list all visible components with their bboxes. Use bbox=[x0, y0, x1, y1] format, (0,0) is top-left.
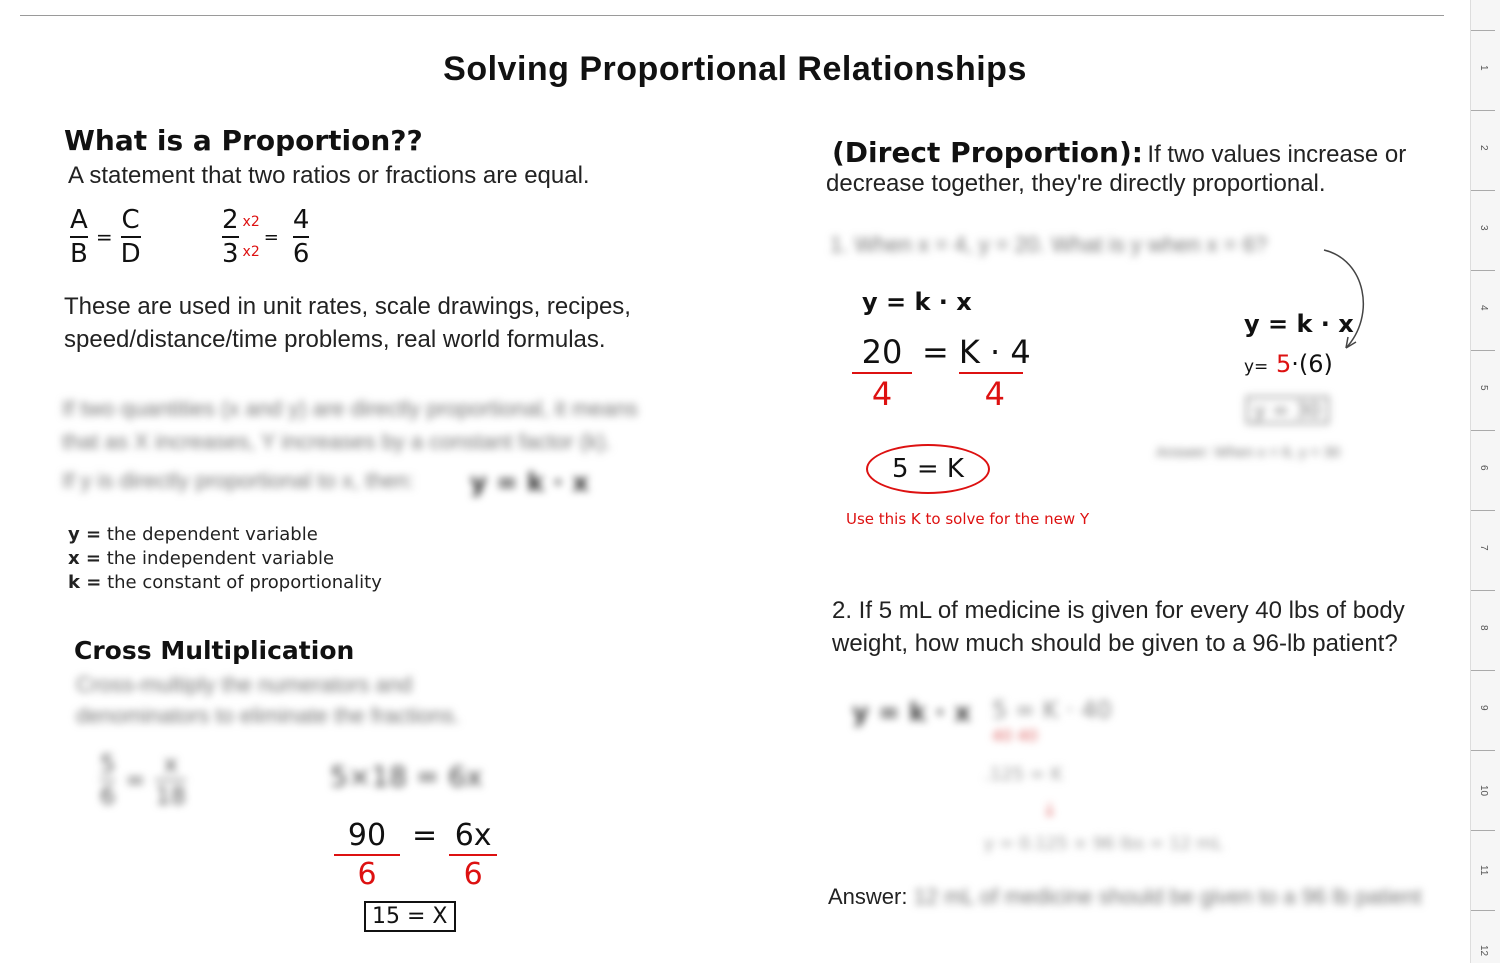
numerator: 6x bbox=[454, 818, 492, 853]
example-abcd bbox=[70, 205, 141, 269]
numerator: A bbox=[70, 205, 88, 235]
ruler-tick bbox=[1471, 830, 1495, 831]
ruler-tick bbox=[1471, 590, 1495, 591]
ruler-number: 1 bbox=[1478, 65, 1489, 71]
ruler-number: 7 bbox=[1478, 545, 1489, 551]
fraction-c-d bbox=[121, 205, 141, 269]
fraction-x-18 bbox=[155, 750, 186, 810]
numerator: 4 bbox=[292, 205, 310, 235]
equals-sign: = bbox=[412, 818, 438, 853]
definition-y bbox=[68, 524, 318, 545]
proportion-heading: What is a Proportion?? bbox=[64, 124, 423, 157]
direct-text-1: If two values increase or bbox=[1147, 141, 1407, 168]
q2-blurred-formula: y = k · x bbox=[852, 698, 971, 728]
ruler-tick bbox=[1471, 430, 1495, 431]
cross-step-divide bbox=[334, 818, 497, 892]
cross-blurred-1: Cross-multiply the numerators and bbox=[76, 672, 413, 697]
uses-line-2: speed/distance/time problems, real world formulas. bbox=[64, 326, 606, 353]
var-description: the independent variable bbox=[106, 548, 335, 569]
ruler-tick bbox=[1471, 190, 1495, 191]
ruler-tick bbox=[1471, 270, 1495, 271]
multiplier-bottom: x2 bbox=[242, 244, 260, 260]
blurred-boxed-answer: y = 30 bbox=[1246, 396, 1329, 424]
blurred-formula: y = k · x bbox=[470, 468, 589, 498]
q2-blurred-denominators: 40 40 bbox=[992, 726, 1038, 745]
equals-sign: = bbox=[95, 225, 113, 249]
numerator: C bbox=[121, 205, 140, 235]
denominator: 6 bbox=[100, 782, 116, 810]
numerator: x bbox=[163, 750, 178, 778]
ruler-number: 10 bbox=[1478, 785, 1489, 797]
question-2-line-1: 2. If 5 mL of medicine is given for every 40 lbs of body bbox=[832, 597, 1405, 624]
denominator: 4 bbox=[871, 375, 893, 413]
cross-answer-box: 15 = X bbox=[364, 901, 456, 932]
var-label: y = bbox=[68, 524, 102, 545]
blurred-answer-1: Answer: When x = 6, y = 30 bbox=[1156, 444, 1341, 461]
ruler-number: 11 bbox=[1478, 865, 1489, 876]
sub-rest: ·(6) bbox=[1291, 350, 1333, 378]
direct-proportion-intro bbox=[832, 136, 1432, 169]
curved-arrow-icon bbox=[1310, 236, 1380, 360]
uses-line-1: These are used in unit rates, scale drawings, recipes, bbox=[64, 293, 631, 320]
var-description: the constant of proportionality bbox=[107, 572, 382, 593]
fraction-90-6 bbox=[334, 818, 400, 892]
blurred-text-1: If two quantities (x and y) are directly proportional, it means bbox=[62, 396, 638, 421]
numerator: 2 bbox=[222, 205, 239, 235]
fraction-6x-6 bbox=[449, 818, 497, 892]
denominator: 6 bbox=[463, 857, 483, 892]
ruler-tick bbox=[1471, 110, 1495, 111]
ruler-number: 2 bbox=[1478, 145, 1489, 151]
denominator: 6 bbox=[292, 239, 310, 269]
proportion-definition: A statement that two ratios or fractions are equal. bbox=[68, 162, 590, 189]
direct-text-2: decrease together, they're directly proportional. bbox=[826, 170, 1326, 197]
page-ruler bbox=[1470, 0, 1500, 963]
ruler-tick bbox=[1471, 750, 1495, 751]
q2-blurred-substitution: y = 0.125 × 96 lbs = 12 mL bbox=[984, 834, 1223, 854]
ruler-tick bbox=[1471, 670, 1495, 671]
sub-prefix: y= bbox=[1244, 357, 1269, 377]
denominator: 4 bbox=[984, 375, 1005, 413]
direct-heading: (Direct Proportion): bbox=[832, 136, 1143, 169]
ruler-number: 5 bbox=[1478, 385, 1489, 391]
sub-k: 5 bbox=[1275, 350, 1292, 378]
multiplier-notes bbox=[243, 214, 260, 260]
numerator: 90 bbox=[347, 818, 387, 853]
denominator: 6 bbox=[357, 857, 377, 892]
ruler-tick bbox=[1471, 910, 1495, 911]
equals-sign: = bbox=[263, 226, 279, 248]
fraction-20-4 bbox=[852, 333, 912, 413]
cross-heading: Cross Multiplication bbox=[74, 636, 355, 665]
q2-blurred-equation: 5 = K · 40 bbox=[992, 696, 1112, 724]
ruler-number: 12 bbox=[1478, 945, 1489, 957]
cross-blurred-step: 5×18 = 6x bbox=[330, 760, 483, 793]
cross-blurred-2: denominators to eliminate the fractions. bbox=[76, 703, 460, 728]
var-label: k = bbox=[68, 572, 102, 593]
answer-blurred: 12 mL of medicine should be given to a 96 lb patient bbox=[913, 884, 1422, 909]
blurred-text-2: that as X increases, Y increases by a constant factor (k). bbox=[62, 429, 612, 454]
ruler-number: 4 bbox=[1478, 305, 1489, 311]
equation-solve-k bbox=[852, 333, 1031, 413]
var-label: x = bbox=[68, 548, 101, 569]
ruler-tick bbox=[1471, 30, 1495, 31]
q2-blurred-arrow: ↓ bbox=[1042, 800, 1058, 821]
equals-sign: = bbox=[922, 333, 949, 371]
answer-line bbox=[828, 884, 1422, 910]
numerator: 5 bbox=[100, 750, 116, 778]
page-title: Solving Proportional Relationships bbox=[443, 50, 1027, 88]
ruler-number: 6 bbox=[1478, 465, 1489, 471]
numerator: 20 bbox=[861, 333, 903, 371]
blurred-text-3: If y is directly proportional to x, then: bbox=[62, 468, 415, 493]
question-1-blurred: 1. When x = 4, y = 20. What is y when x = 6? bbox=[830, 232, 1268, 257]
ruler-number: 9 bbox=[1478, 705, 1489, 711]
multiplier-top: x2 bbox=[242, 214, 260, 230]
fraction-k4-4 bbox=[959, 333, 1031, 413]
definition-x bbox=[68, 548, 334, 569]
equals-sign: = bbox=[125, 766, 146, 794]
question-2-line-2: weight, how much should be given to a 96-lb patient? bbox=[832, 630, 1398, 657]
fraction-4-6 bbox=[293, 205, 310, 269]
denominator: B bbox=[70, 239, 88, 269]
numerator: K · 4 bbox=[958, 333, 1031, 371]
fraction-5-6 bbox=[100, 750, 115, 810]
k-result-oval bbox=[866, 444, 990, 494]
definition-k bbox=[68, 572, 382, 593]
var-description: the dependent variable bbox=[106, 524, 318, 545]
example-2-3 bbox=[222, 205, 309, 269]
formula-right: y = k · x bbox=[1244, 310, 1354, 338]
denominator: 3 bbox=[222, 239, 239, 269]
cross-blurred-fraction bbox=[100, 750, 186, 810]
fraction-2-3 bbox=[222, 205, 239, 269]
top-divider bbox=[20, 15, 1444, 16]
denominator: D bbox=[120, 239, 141, 269]
k-note: Use this K to solve for the new Y bbox=[846, 510, 1090, 528]
ruler-tick bbox=[1471, 350, 1495, 351]
formula-left: y = k · x bbox=[862, 288, 972, 316]
k-result: 5 = K bbox=[892, 454, 964, 484]
ruler-tick bbox=[1471, 510, 1495, 511]
denominator: 18 bbox=[155, 782, 186, 810]
fraction-a-b bbox=[70, 205, 88, 269]
ruler-number: 8 bbox=[1478, 625, 1489, 631]
q2-blurred-k: .125 = K bbox=[984, 764, 1063, 785]
answer-label: Answer: bbox=[828, 884, 908, 909]
ruler-number: 3 bbox=[1478, 225, 1489, 231]
